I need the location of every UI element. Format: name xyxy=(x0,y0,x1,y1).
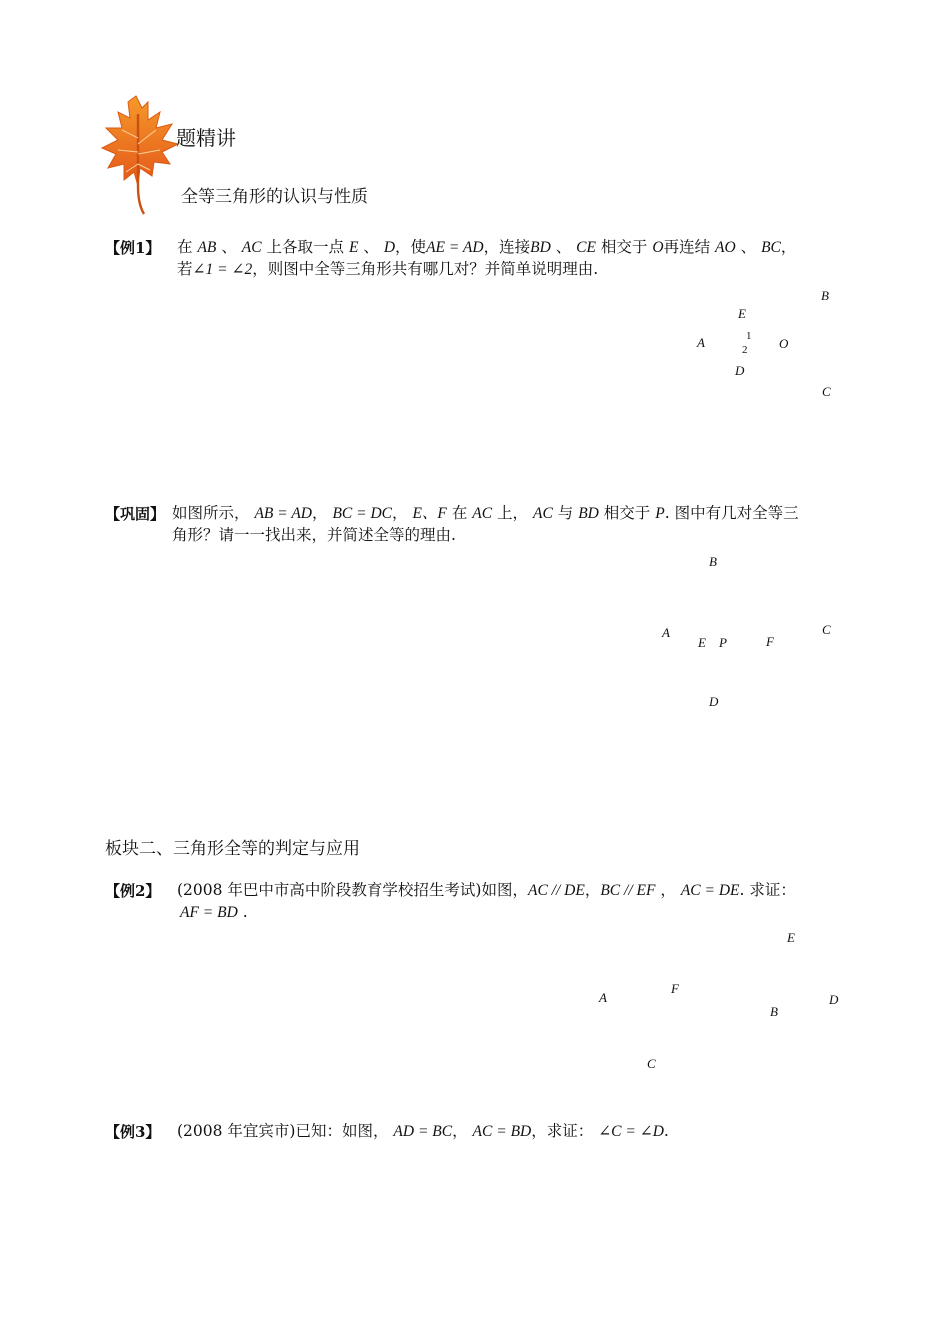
header-leaf-icon xyxy=(100,94,180,218)
angle-label-1: 1 xyxy=(746,330,752,342)
label-B: B xyxy=(821,288,829,303)
label-C: C xyxy=(822,384,831,399)
consolidation-figure xyxy=(655,550,845,715)
example-1-line-1: 在 AB 、 AC 上各取一点 E 、 D，使AE = AD，连接BD 、 CE 相交于 O再连结 AO 、 BC， xyxy=(177,238,797,256)
example-1-tag: 【例1】 xyxy=(105,239,161,257)
label-D: D xyxy=(735,363,745,378)
label-D: D xyxy=(709,694,719,709)
label-E: E xyxy=(698,635,706,650)
consolidation-line-1: 如图所示， AB = AD， BC = DC， E、F 在 AC 上， AC 与 BD 相交于 P. 图中有几对全等三 xyxy=(172,504,799,522)
label-E: E xyxy=(787,930,795,945)
label-E: E xyxy=(738,306,746,321)
label-A: A xyxy=(662,625,670,640)
label-P: P xyxy=(719,635,727,650)
label-F: F xyxy=(671,981,679,996)
label-O: O xyxy=(779,336,789,351)
example-3-tag: 【例3】 xyxy=(105,1123,161,1141)
example-1-line-2: 若∠1 = ∠2，则图中全等三角形共有哪几对？并简单说明理由. xyxy=(177,260,599,278)
label-A: A xyxy=(599,990,607,1005)
label-B: B xyxy=(770,1004,778,1019)
example-2-line-1: (2008 年巴中市高中阶段教育学校招生考试)如图，AC // DE，BC // EF ， AC = DE. 求证： xyxy=(177,881,796,899)
section-subtitle: 全等三角形的认识与性质 xyxy=(181,187,368,207)
page-title: 题精讲 xyxy=(176,126,236,150)
label-C: C xyxy=(647,1056,656,1071)
label-A: A xyxy=(697,335,705,350)
label-F: F xyxy=(766,634,774,649)
example-2-figure xyxy=(595,928,850,1078)
label-D: D xyxy=(829,992,839,1007)
example-3-line-1: (2008 年宜宾市)已知：如图， AD = BC， AC = BD，求证： ∠C = ∠D. xyxy=(177,1122,669,1140)
label-C: C xyxy=(822,622,831,637)
label-B: B xyxy=(709,554,717,569)
consolidation-tag: 【巩固】 xyxy=(105,505,166,523)
example-2-line-2: AF = BD . xyxy=(180,903,248,921)
example-2-tag: 【例2】 xyxy=(105,882,161,900)
section-2-title: 板块二、三角形全等的判定与应用 xyxy=(105,839,360,859)
consolidation-line-2: 角形？请一一找出来，并简述全等的理由. xyxy=(172,526,456,544)
angle-label-2: 2 xyxy=(742,344,748,356)
example-1-figure xyxy=(690,284,850,404)
